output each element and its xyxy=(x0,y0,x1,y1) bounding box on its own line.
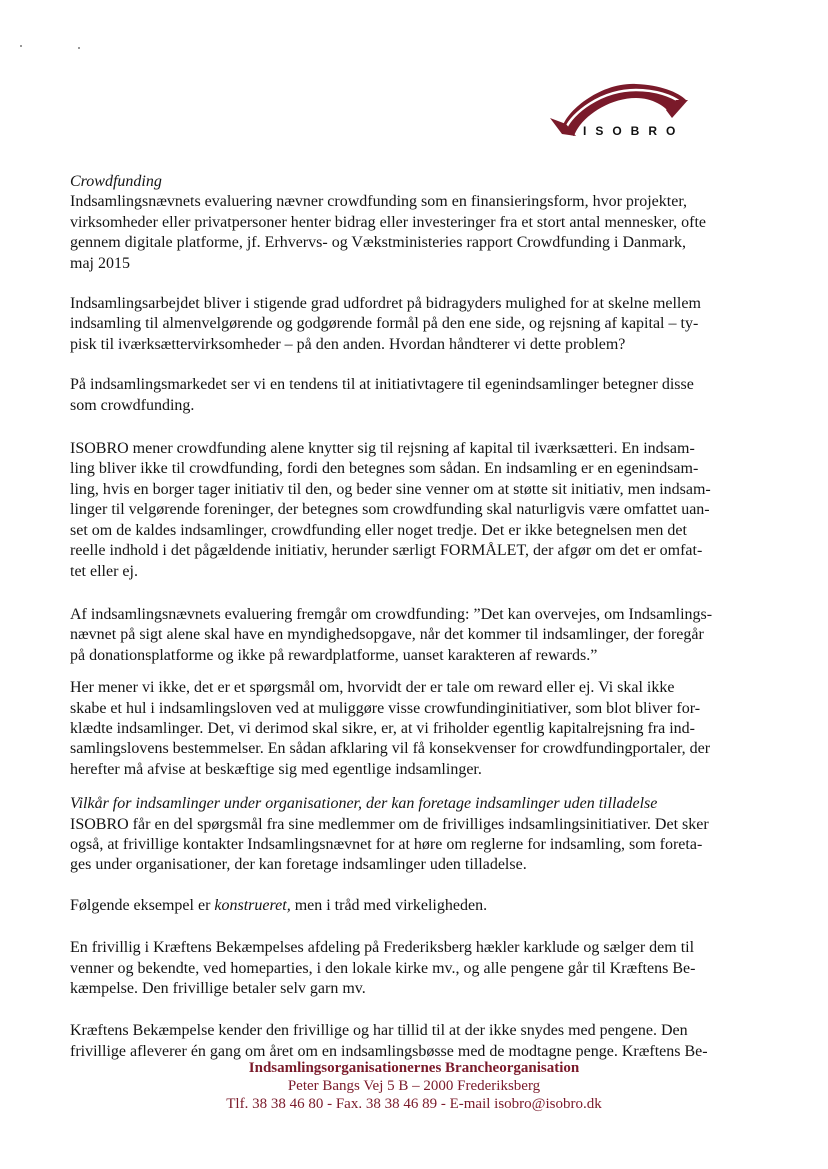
isobro-logo xyxy=(538,78,698,144)
section-heading-crowdfunding: Crowdfunding xyxy=(70,173,162,190)
footer-org-name: Indsamlingsorganisationernes Brancheorganisation xyxy=(248,1060,580,1076)
paragraph: ISOBRO mener crowdfunding alene knytter sig til rejsning af kapital til iværksætteri. En indsam- ling bliver ikke til crowdfunding, fordi den betegnes som sådan. En indsamling er en egenindsam- ling, hvis en borger tager initiativ til den, og beder sine venner om at støtte sit initiativ, men indsam- linger til velgørende foreninger, der betegnes som crowdfunding skal naturligvis være omfattet uan- set om de kaldes indsamlinger, crowdfunding eller noget tredje. Det er ikke betegnelsen men det reelle indhold i det pågældende initiativ, herunder særligt FORMÅLET, der afgør om det er omfat- tet eller ej. xyxy=(70,440,711,580)
letter-body xyxy=(70,172,746,1062)
footer-address: Peter Bangs Vej 5 B – 2000 Frederiksberg xyxy=(287,1078,541,1094)
paragraph xyxy=(70,896,746,916)
paragraph: Kræftens Bekæmpelse kender den frivillige og har tillid til at der ikke snydes med pengene. Den frivillige afleverer én gang om året om en indsamlingsbøsse med de modtagne penge. Kræftens Be- xyxy=(70,1022,708,1060)
scan-mark xyxy=(20,45,22,47)
paragraph: På indsamlingsmarkedet ser vi en tendens til at initiativtagere til egenindsamlinger betegner disse som crowdfunding. xyxy=(70,376,694,414)
text-run: men i tråd med virkeligheden. xyxy=(290,896,488,914)
scan-mark xyxy=(78,47,80,49)
paragraph: Indsamlingsnævnets evaluering nævner crowdfunding som en finansieringsform, hvor projekter, virksomheder eller privatpersoner henter bidrag eller investeringer fra et stort antal mennesker, ofte gennem digitale platforme, jf. Erhvervs- og Vækstministeries rapport Crowdfunding i Danmark, maj 2015 xyxy=(70,193,706,272)
paragraph: En frivillig i Kræftens Bekæmpelses afdeling på Frederiksberg hækler karklude og sælger dem til venner og bekendte, ved homeparties, i den lokale kirke mv., og alle pengene går til Kræftens Be- kæmpelse. Den frivillige betaler selv garn mv. xyxy=(70,939,696,997)
footer-contact: Tlf. 38 38 46 80 - Fax. 38 38 46 89 - E-mail isobro@isobro.dk xyxy=(226,1096,602,1112)
paragraph: Her mener vi ikke, det er et spørgsmål om, hvorvidt der er tale om reward eller ej. Vi skal ikke skabe et hul i indsamlingsloven ved at muliggøre visse crowfundinginitiativer, som blot bliver for- klædte indsamlinger. Det, vi derimod skal sikre, er, at vi friholder egentlig kapitalrejsning fra ind- samlingslovens bestemmelser. En sådan afklaring vil få konsekvenser for crowdfundingportaler, der herefter må afvise at beskæftige sig med egentlige indsamlinger. xyxy=(70,679,711,778)
emphasis-text: konstrueret, xyxy=(214,896,291,914)
paragraph: Af indsamlingsnævnets evaluering fremgår om crowdfunding: ”Det kan overvejes, om Indsamlings- nævnet på sigt alene skal have en myndighedsopgave, når det kommer til indsamlinger, der foregår på donationsplatforme og ikke på rewardplatforme, uanset karakteren af rewards.” xyxy=(70,605,713,664)
paragraph: Indsamlingsarbejdet bliver i stigende grad udfordret på bidragyders mulighed for at skelne mellem indsamling til almenvelgørende og godgørende formål på den ene side, og rejsning af kapital – ty- pisk til iværksættervirksomheder – på den anden. Hvordan håndterer vi dette problem? xyxy=(70,295,701,353)
paragraph: ISOBRO får en del spørgsmål fra sine medlemmer om de frivilliges indsamlingsinitiativer. Det sker også, at frivillige kontakter Indsamlingsnævnet for at høre om reglerne for indsamling, som foreta- ges under organisationer, der kan foretage indsamlinger uden tilladelse. xyxy=(70,815,709,874)
section-heading-conditions: Vilkår for indsamlinger under organisationer, der kan foretage indsamlinger uden tilladelse xyxy=(70,795,658,813)
text-run: Følgende eksempel er xyxy=(70,896,215,914)
logo-text: ISOBRO xyxy=(583,124,685,138)
letterhead-footer xyxy=(0,1059,828,1113)
